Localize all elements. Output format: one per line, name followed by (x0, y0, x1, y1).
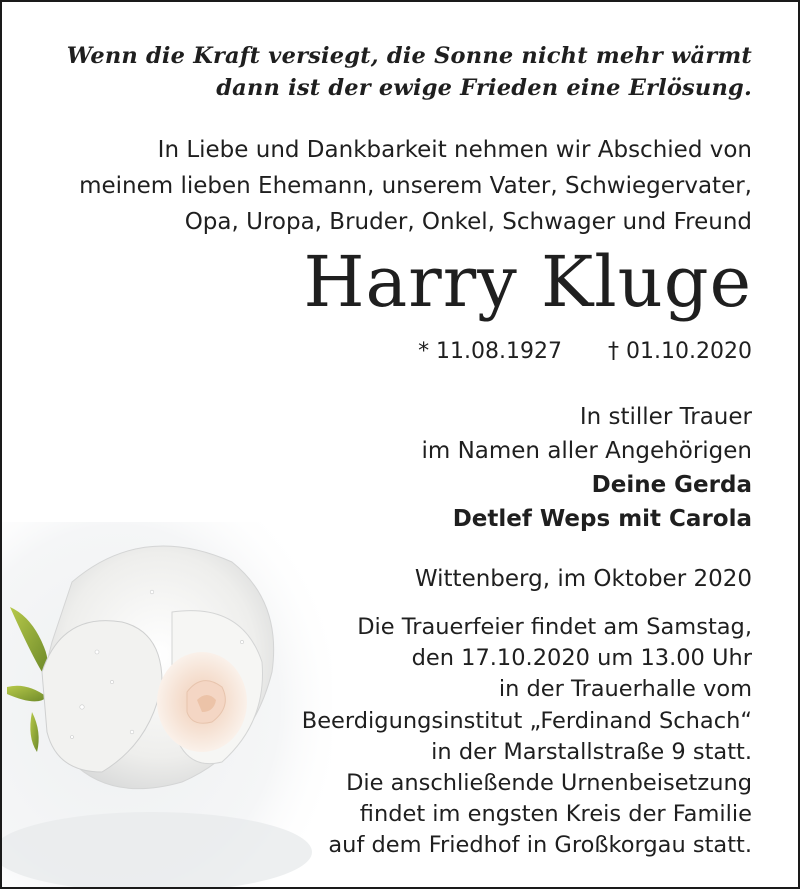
verse-line: dann ist der ewige Frieden eine Erlösung. (216, 75, 752, 101)
deceased-name: Harry Kluge (303, 241, 752, 323)
mourning-line: im Namen aller Angehörigen (421, 438, 752, 464)
life-dates (418, 336, 752, 368)
funeral-line: in der Marstallstraße 9 statt. (431, 738, 752, 765)
memorial-verse (67, 40, 752, 104)
intro-line: meinem lieben Ehemann, unserem Vater, Schwiegervater, (79, 173, 752, 199)
mourning-line: In stiller Trauer (579, 404, 752, 430)
intro-line: Opa, Uropa, Bruder, Onkel, Schwager und Freund (184, 209, 752, 235)
intro-line: In Liebe und Dankbarkeit nehmen wir Abschied von (157, 137, 752, 163)
verse-line: Wenn die Kraft versiegt, die Sonne nicht mehr wärmt (66, 43, 752, 69)
white-rose-image (2, 522, 332, 889)
mourners-block (421, 400, 752, 536)
place-and-date: Wittenberg, im Oktober 2020 (414, 566, 752, 592)
funeral-line: den 17.10.2020 um 13.00 Uhr (411, 645, 752, 672)
mourner-name: Deine Gerda (591, 472, 752, 498)
funeral-line: Beerdigungsinstitut „Ferdinand Schach“ (301, 707, 752, 734)
funeral-line: findet im engsten Kreis der Familie (359, 801, 752, 828)
death-date: † 01.10.2020 (608, 339, 752, 364)
funeral-line: Die anschließende Urnenbeisetzung (346, 770, 752, 797)
mourner-name: Detlef Weps mit Carola (452, 506, 752, 532)
birth-date: * 11.08.1927 (418, 339, 563, 364)
farewell-intro (79, 132, 752, 240)
funeral-line: in der Trauerhalle vom (498, 676, 752, 703)
funeral-line: Die Trauerfeier findet am Samstag, (357, 614, 752, 640)
funeral-line: auf dem Friedhof in Großkorgau statt. (328, 832, 752, 859)
funeral-details (302, 612, 752, 862)
